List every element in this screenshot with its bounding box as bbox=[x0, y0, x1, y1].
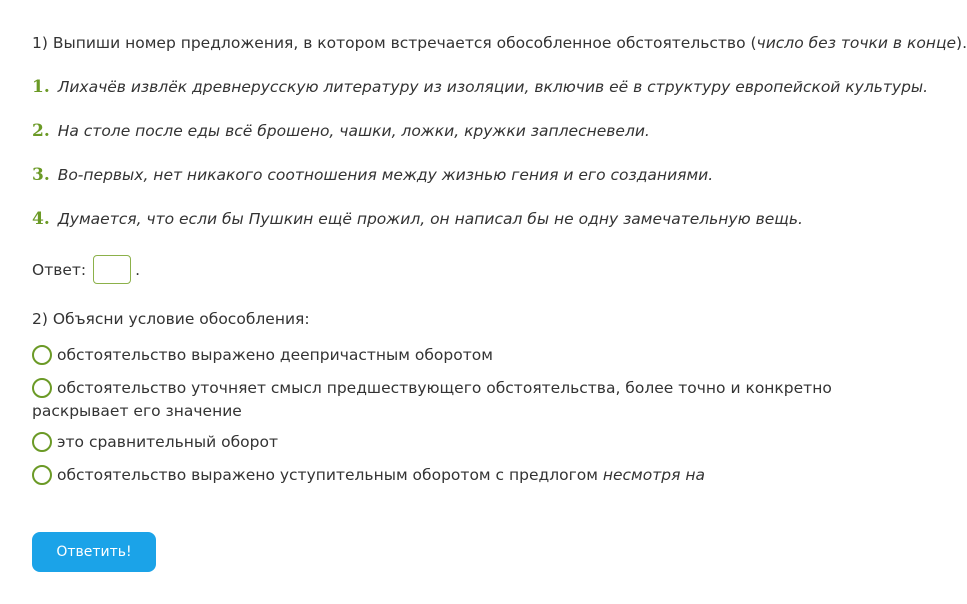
radio-button[interactable] bbox=[32, 378, 52, 398]
option-text: обстоятельство уточняет смысл предшествующего обстоятельства, более точно и конкретно раскрывает его значение bbox=[32, 379, 832, 420]
sentence-1 bbox=[32, 77, 928, 97]
question-1-text-end: ). bbox=[956, 34, 967, 52]
sentence-4 bbox=[32, 209, 803, 229]
sentence-number: 1. bbox=[32, 77, 50, 97]
sentence-text: Думается, что если бы Пушкин ещё прожил, он написал бы не одну замечательную вещь. bbox=[57, 210, 803, 228]
question-1-text: 1) Выпиши номер предложения, в котором встречается обособленное обстоятельство ( bbox=[32, 34, 757, 52]
sentence-text: Во-первых, нет никакого соотношения между жизнью гения и его созданиями. bbox=[57, 166, 714, 184]
answer-input[interactable] bbox=[93, 255, 131, 284]
option-text: это сравнительный оборот bbox=[57, 433, 279, 451]
sentence-number: 2. bbox=[32, 121, 50, 141]
sentence-3 bbox=[32, 165, 713, 185]
option-2[interactable] bbox=[32, 377, 927, 423]
question-2-prompt: 2) Объясни условие обособления: bbox=[32, 310, 310, 328]
option-text: обстоятельство выражено уступительным оборотом с предлогом bbox=[57, 466, 603, 484]
option-3[interactable] bbox=[32, 431, 927, 454]
submit-button[interactable]: Ответить! bbox=[32, 532, 156, 572]
option-4[interactable] bbox=[32, 464, 927, 487]
option-text: обстоятельство выражено деепричастным оборотом bbox=[57, 346, 493, 364]
option-text-italic: несмотря на bbox=[602, 466, 705, 484]
radio-button[interactable] bbox=[32, 345, 52, 365]
answer-period: . bbox=[135, 260, 141, 279]
sentence-number: 4. bbox=[32, 209, 50, 229]
option-1[interactable] bbox=[32, 344, 927, 367]
question-1-hint: число без точки в конце bbox=[756, 34, 957, 52]
radio-button[interactable] bbox=[32, 432, 52, 452]
answer-label: Ответ: bbox=[32, 260, 87, 279]
sentence-number: 3. bbox=[32, 165, 50, 185]
question-1-prompt bbox=[32, 33, 967, 53]
sentence-text: На столе после еды всё брошено, чашки, ложки, кружки заплесневели. bbox=[57, 122, 650, 140]
sentence-2 bbox=[32, 121, 650, 141]
sentence-text: Лихачёв извлёк древнерусскую литературу из изоляции, включив её в структуру европейской культуры. bbox=[57, 78, 929, 96]
answer-row bbox=[32, 253, 140, 286]
radio-button[interactable] bbox=[32, 465, 52, 485]
